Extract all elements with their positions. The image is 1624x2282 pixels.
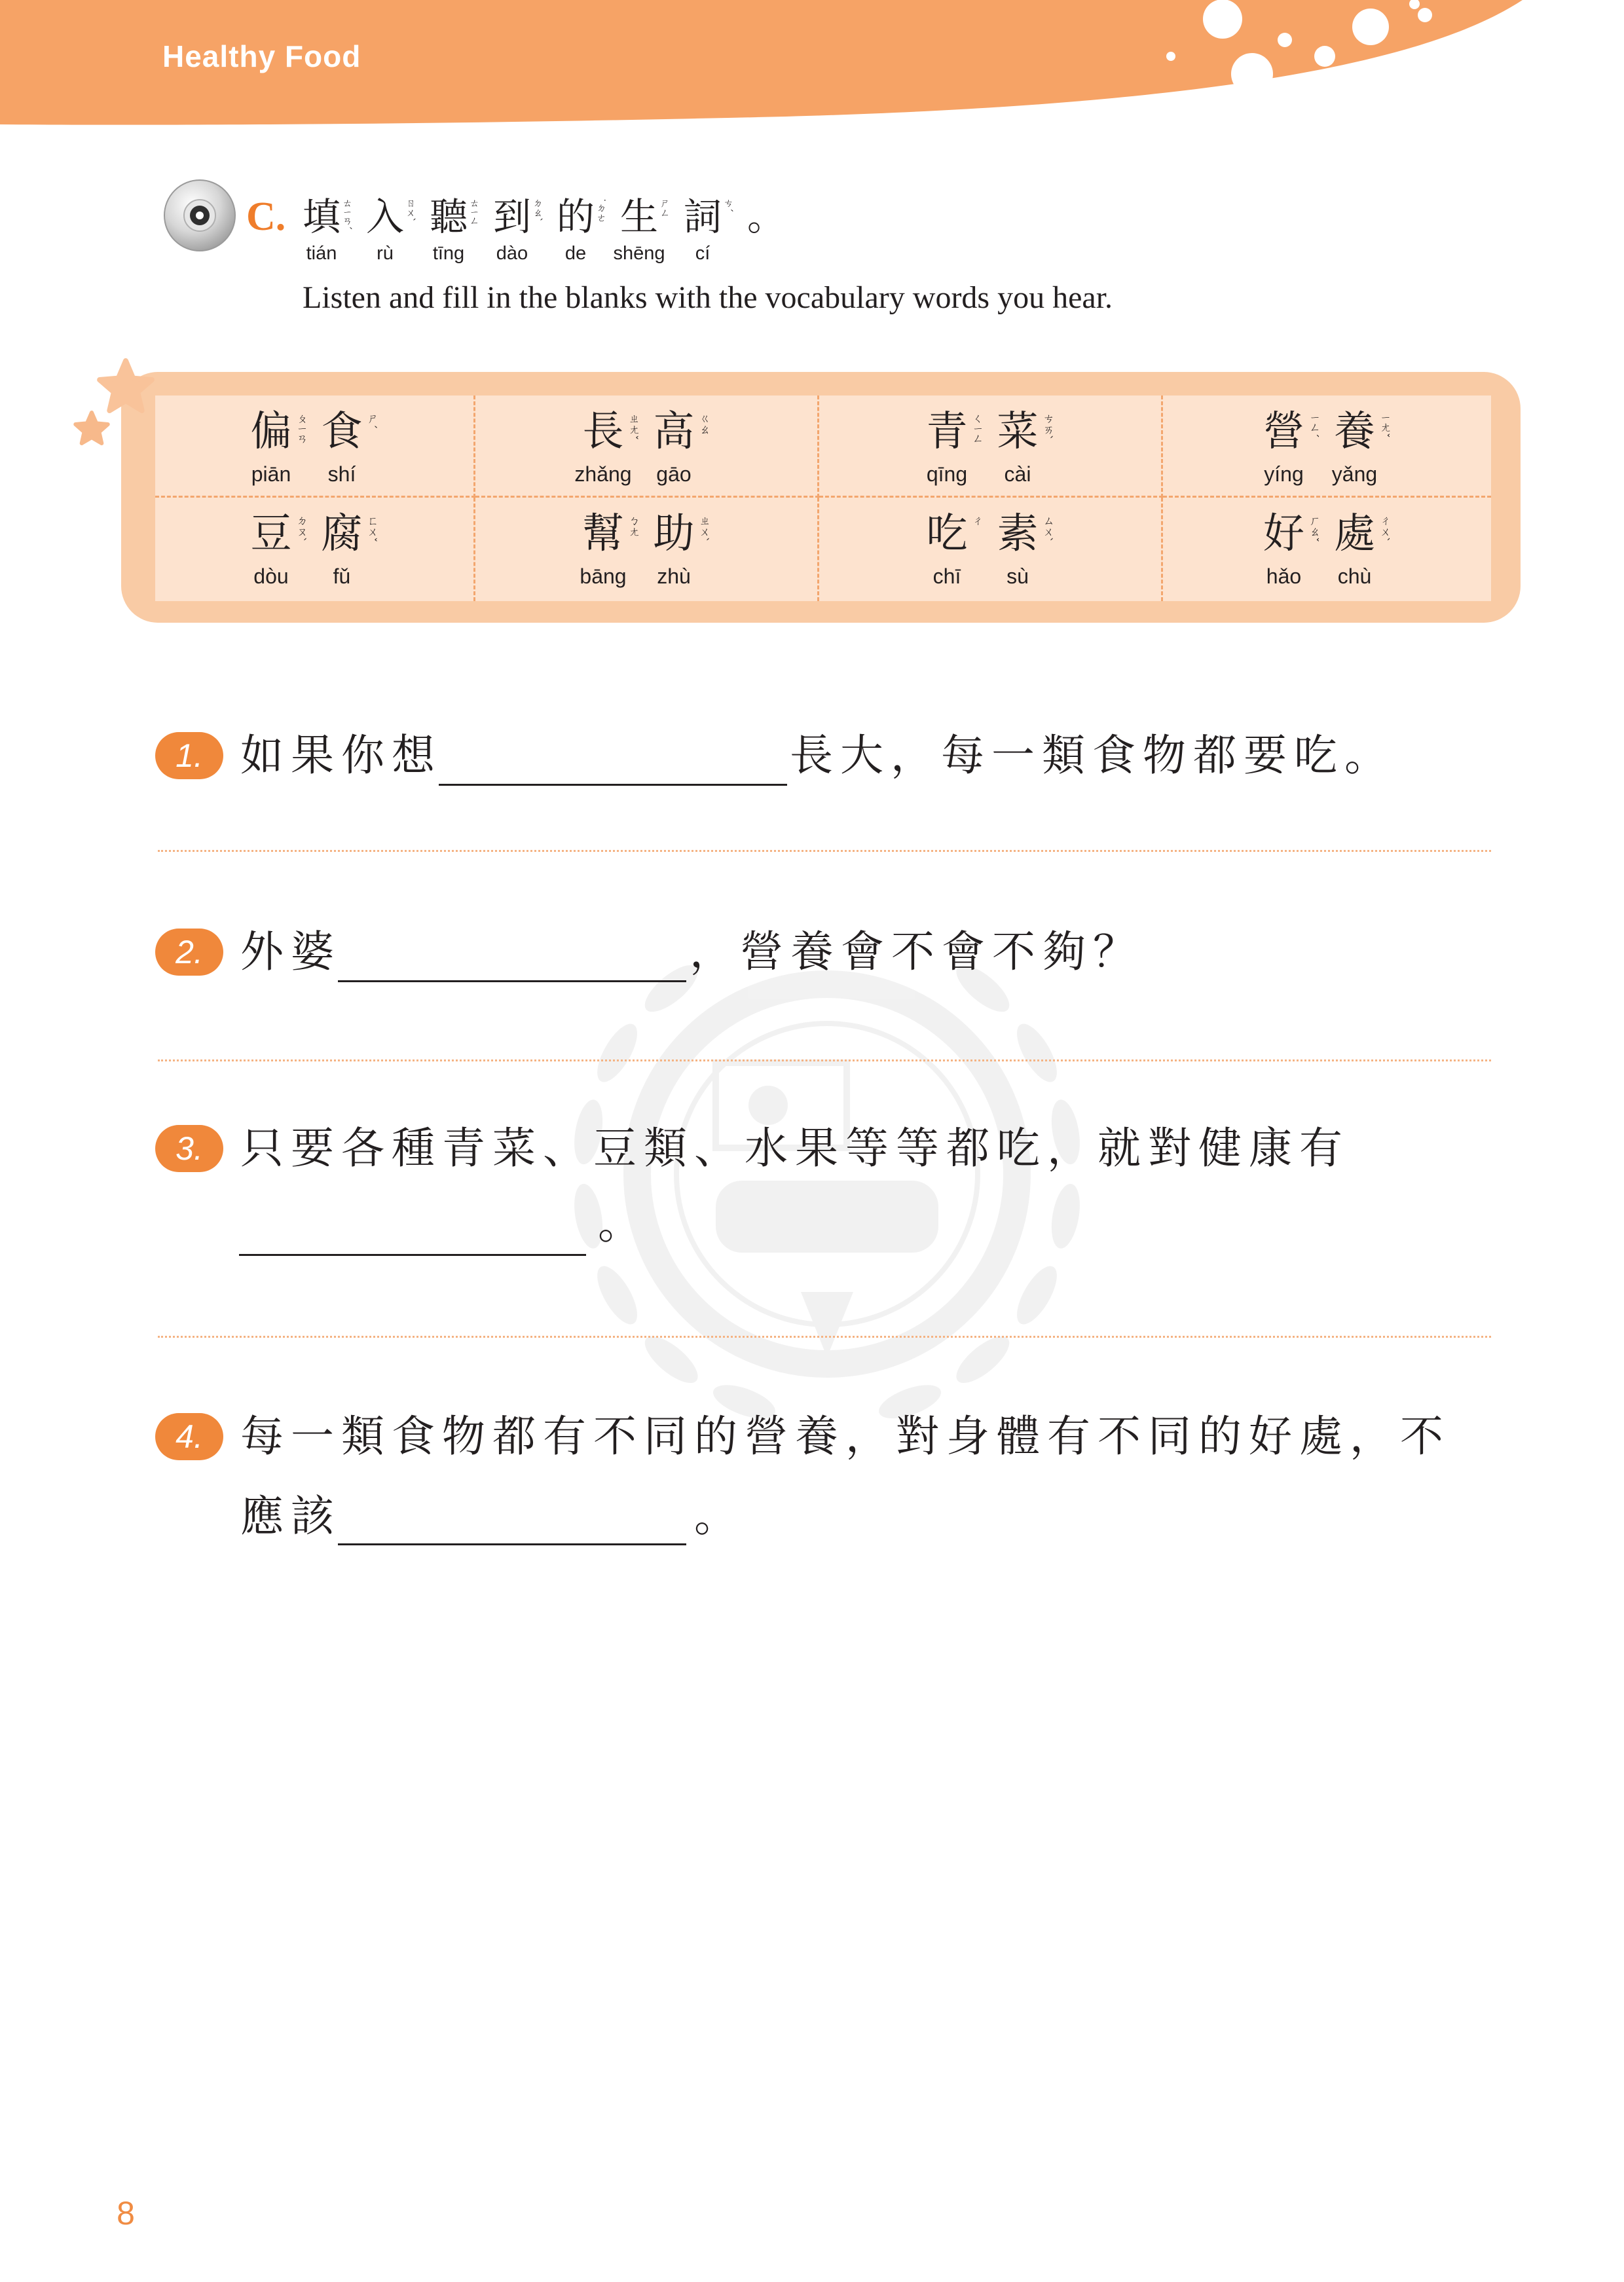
pinyin: dòu [253,564,289,588]
vocabulary-word [1263,409,1392,487]
question-text: 。 [598,1198,648,1249]
zhuyin: ㄖㄨˋ [405,198,416,223]
hanzi: 偏 [250,407,292,455]
question-text: 如果你想 [240,730,442,781]
hanzi: 素 [997,509,1039,557]
question-text: 長大，每一類食物都要吃。 [790,730,1395,781]
pinyin: zhǎng [574,462,632,486]
pinyin: fǔ [333,564,351,588]
hanzi: 腐 [321,509,363,557]
question-number-badge: 3. [155,1125,223,1172]
title-punctuation [747,195,811,267]
zhuyin: ㄆㄧㄢ [294,413,307,444]
pinyin: shēng [613,243,665,264]
exercise-letter: C. [246,194,286,239]
pinyin: tīng [432,243,465,264]
zhuyin: ㄊㄧㄢˊ [341,198,353,230]
hanzi: 豆 [250,509,292,557]
question-number-badge: 1. [155,732,223,779]
pinyin: cí [695,243,710,264]
vocabulary-cell [819,396,1163,498]
pinyin: chī [932,564,961,588]
hanzi: 處 [1334,509,1375,557]
pinyin: zhù [657,564,691,588]
hanzi: 助 [653,509,695,557]
zhuyin: ㄏㄠˇ [1306,515,1320,543]
exercise-title [303,195,811,267]
zhuyin: ㄓㄨˋ [697,515,710,543]
zhuyin: ㄊㄧㄥ [468,198,480,225]
pinyin: cài [1004,462,1031,486]
hanzi: 幫 [582,509,624,557]
question-number-badge: 4. [155,1413,223,1460]
pinyin: piān [251,462,291,486]
vocabulary-word [249,511,379,589]
hanzi: 營 [1263,407,1304,455]
vocabulary-word [581,511,711,589]
zhuyin: ㄈㄨˇ [365,515,378,543]
question-separator [158,1336,1491,1338]
pinyin: qīng [926,462,968,486]
answer-blank [338,1543,686,1545]
zhuyin: ˙ㄉㄜ [595,198,607,223]
hanzi: 青 [926,407,968,455]
header-title: Healthy Food [162,39,361,73]
vocabulary-cell [475,396,819,498]
zhuyin: ㄙㄨˋ [1041,515,1054,543]
hanzi: 好 [1263,509,1304,557]
hanzi: 的 [557,194,595,239]
hanzi: 長 [582,407,624,455]
hanzi: 生 [620,194,659,239]
hanzi: 菜 [997,407,1039,455]
question-text: 應該 [240,1491,341,1541]
vocabulary-cell [1163,498,1491,601]
question-text: 只要各種青菜、豆類、水果等等都吃，就對健康有 [240,1123,1350,1173]
zhuyin: ㄉㄡˋ [294,515,307,543]
hanzi: 填 [303,194,341,239]
answer-blank [239,1254,586,1256]
vocabulary-grid [155,396,1491,601]
hanzi: 食 [321,407,363,455]
zhuyin: ㄔ [970,515,983,526]
question-text: ，營養會不會不夠？ [690,927,1143,977]
zhuyin: ㄑㄧㄥ [970,413,983,444]
vocabulary-word [249,409,379,487]
instruction-text: Listen and fill in the blanks with the vocabulary words you hear. [303,280,1113,315]
hanzi: 聽 [430,194,468,239]
page-number: 8 [117,2195,135,2232]
zhuyin: ㄅㄤ [626,515,639,537]
question-text: 每一類食物都有不同的營養，對身體有不同的好處，不 [240,1411,1450,1462]
vocabulary-cell [1163,396,1491,498]
period-mark: 。 [747,194,786,239]
question-separator [158,1059,1491,1061]
pinyin: gāo [656,462,692,486]
vocabulary-word [1263,511,1392,589]
vocabulary-word [574,407,711,487]
hanzi: 入 [366,194,405,239]
question-text: 外婆 [240,927,341,977]
pinyin: sù [1006,564,1029,588]
zhuyin: ㄘㄞˋ [1041,413,1054,441]
pinyin: dào [496,243,528,264]
zhuyin: ㄉㄠˋ [532,198,544,223]
star-decoration-icon [65,354,157,452]
pinyin: chù [1337,564,1372,588]
hanzi: 養 [1334,407,1375,455]
pinyin: rù [377,243,394,264]
pinyin: yǎng [1331,462,1378,486]
zhuyin: ㄕㄥ [659,198,671,217]
zhuyin: ㄔㄨˋ [1377,515,1391,543]
title-character [684,195,747,267]
zhuyin: ㄕˊ [365,413,378,430]
answer-blank [338,980,686,982]
cd-icon [162,178,237,253]
hanzi: 高 [653,407,695,455]
pinyin: bāng [580,564,627,588]
vocabulary-cell [819,498,1163,601]
pinyin: shí [327,462,356,486]
question-separator [158,850,1491,852]
vocabulary-word [925,409,1055,487]
pinyin: hǎo [1266,564,1302,588]
hanzi: 到 [493,194,532,239]
zhuyin: ㄘˊ [722,198,734,213]
question-number-badge: 2. [155,929,223,976]
pinyin: tián [306,243,337,264]
vocabulary-cell [155,498,475,601]
vocabulary-cell [475,498,819,601]
zhuyin: ㄍㄠ [697,413,710,435]
vocabulary-cell [155,396,475,498]
zhuyin: ㄓㄤˇ [626,413,639,441]
pinyin: de [564,243,587,264]
answer-blank [439,784,787,786]
vocabulary-word [925,511,1055,589]
zhuyin: ㄧㄥˊ [1306,413,1320,439]
question-text: 。 [694,1491,745,1541]
hanzi: 詞 [684,194,722,239]
pinyin: yíng [1264,462,1304,486]
hanzi: 吃 [926,509,968,557]
zhuyin: ㄧㄤˇ [1377,413,1391,439]
